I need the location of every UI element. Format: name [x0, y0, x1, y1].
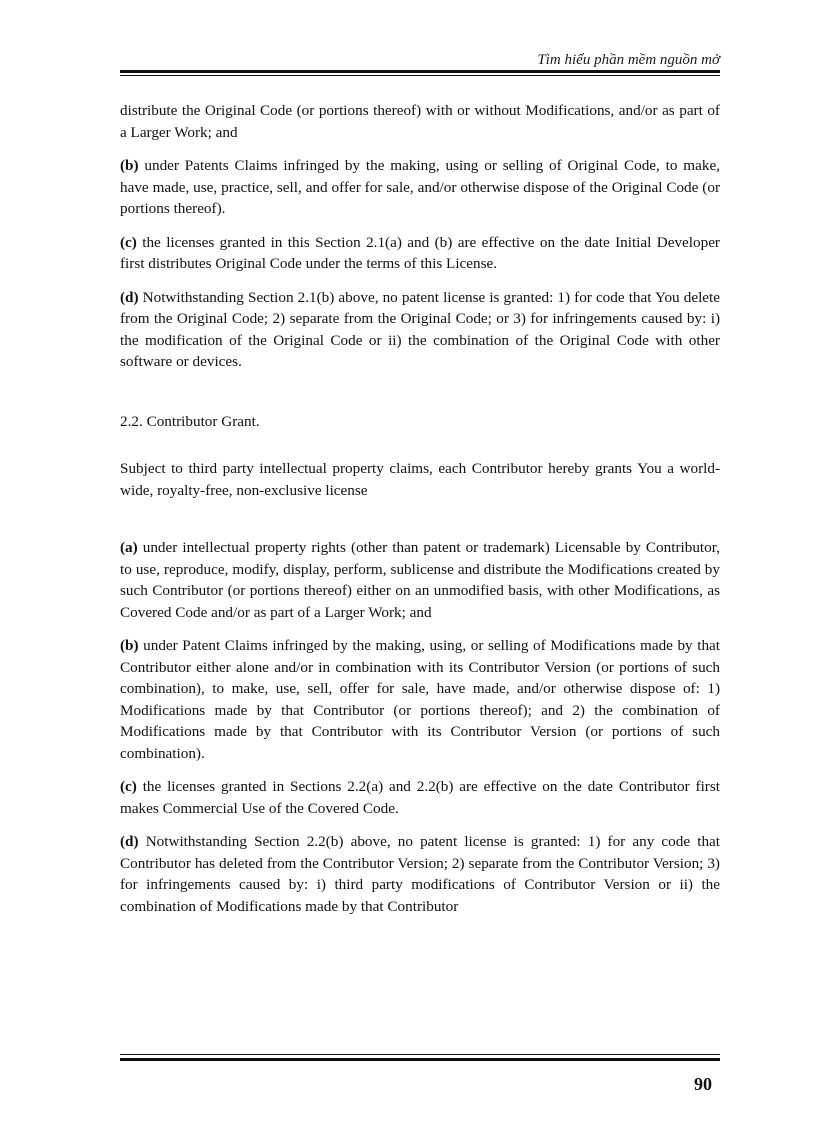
paragraph-label: (d) [120, 833, 139, 850]
paragraph-text: distribute the Original Code (or portions thereof) with or without Modifications, and/or as part of a Larger Work; and [120, 102, 720, 141]
paragraph-label: (b) [120, 157, 139, 174]
paragraph-text: the licenses granted in Sections 2.2(a) and 2.2(b) are effective on the date Contributor first makes Commercial Use of the Covered Code. [120, 778, 720, 817]
paragraph-label: (d) [120, 288, 139, 306]
header-rule-thick [120, 70, 720, 73]
paragraph-2-2-d [120, 831, 720, 917]
section-heading-text: 2.2. Contributor Grant. [120, 412, 260, 430]
footer-rule-thin [120, 1054, 720, 1055]
paragraph-2-2-intro [120, 458, 720, 501]
paragraph-label: (a) [120, 539, 138, 556]
running-header-title: Tìm hiểu phần mềm nguồn mở [537, 52, 720, 68]
paragraph-2-2-a [120, 537, 720, 623]
header-rule-thin [120, 75, 720, 76]
paragraph-2-1-b [120, 155, 720, 220]
paragraph-label: (b) [120, 637, 139, 654]
paragraph-text: Notwithstanding Section 2.2(b) above, no patent license is granted: 1) for any code that Contributor has deleted from the Contributor Version; 2) separate from the Contributor Version; 3) for infringements caused by: i) third party modifications of Contributor Version or ii) the combination of Modifications made by that Contributor [120, 833, 720, 915]
paragraph-2-2-c [120, 776, 720, 819]
paragraph-2-1-d [120, 287, 720, 373]
paragraph-text: Subject to third party intellectual property claims, each Contributor hereby grants You a world-wide, royalty-free, non-exclusive license [120, 460, 720, 499]
paragraph-label: (c) [120, 233, 137, 251]
paragraph-text: the licenses granted in this Section 2.1(a) and (b) are effective on the date Initial Developer first distributes Original Code under the terms of this License. [120, 233, 720, 272]
body-text [120, 100, 720, 929]
section-heading-2-2 [120, 411, 720, 433]
paragraph-text: Notwithstanding Section 2.1(b) above, no patent license is granted: 1) for code that You delete from the Original Code; 2) separate from the Original Code; or 3) for infringements caused by: i) the modification of the Original Code or ii) the combination of the Original Code with other software or devices. [120, 288, 720, 370]
paragraph-2-2-b [120, 635, 720, 764]
footer-rule-thick [120, 1058, 720, 1061]
paragraph-continuation [120, 100, 720, 143]
paragraph-text: under Patents Claims infringed by the making, using or selling of Original Code, to make, have made, use, practice, sell, and offer for sale, and/or otherwise dispose of the Original Code (or portions thereof). [120, 157, 720, 217]
paragraph-label: (c) [120, 778, 137, 795]
paragraph-2-1-c [120, 232, 720, 275]
page-number: 90 [694, 1074, 712, 1094]
paragraph-text: under intellectual property rights (other than patent or trademark) Licensable by Contributor, to use, reproduce, modify, display, perform, sublicense and distribute the Modifications created by such Contributor (or portions thereof) either on an unmodified basis, with other Modifications, as Covered Code and/or as part of a Larger Work; and [120, 539, 720, 621]
paragraph-text: under Patent Claims infringed by the making, using, or selling of Modifications made by that Contributor either alone and/or in combination with its Contributor Version (or portions of such combination), to make, use, sell, offer for sale, have made, and/or otherwise dispose of: 1) Modifications made by that Contributor (or portions thereof); and 2) the combination of Modifications made by that Contributor with its Contributor Version (or portions of such combination). [120, 637, 720, 762]
